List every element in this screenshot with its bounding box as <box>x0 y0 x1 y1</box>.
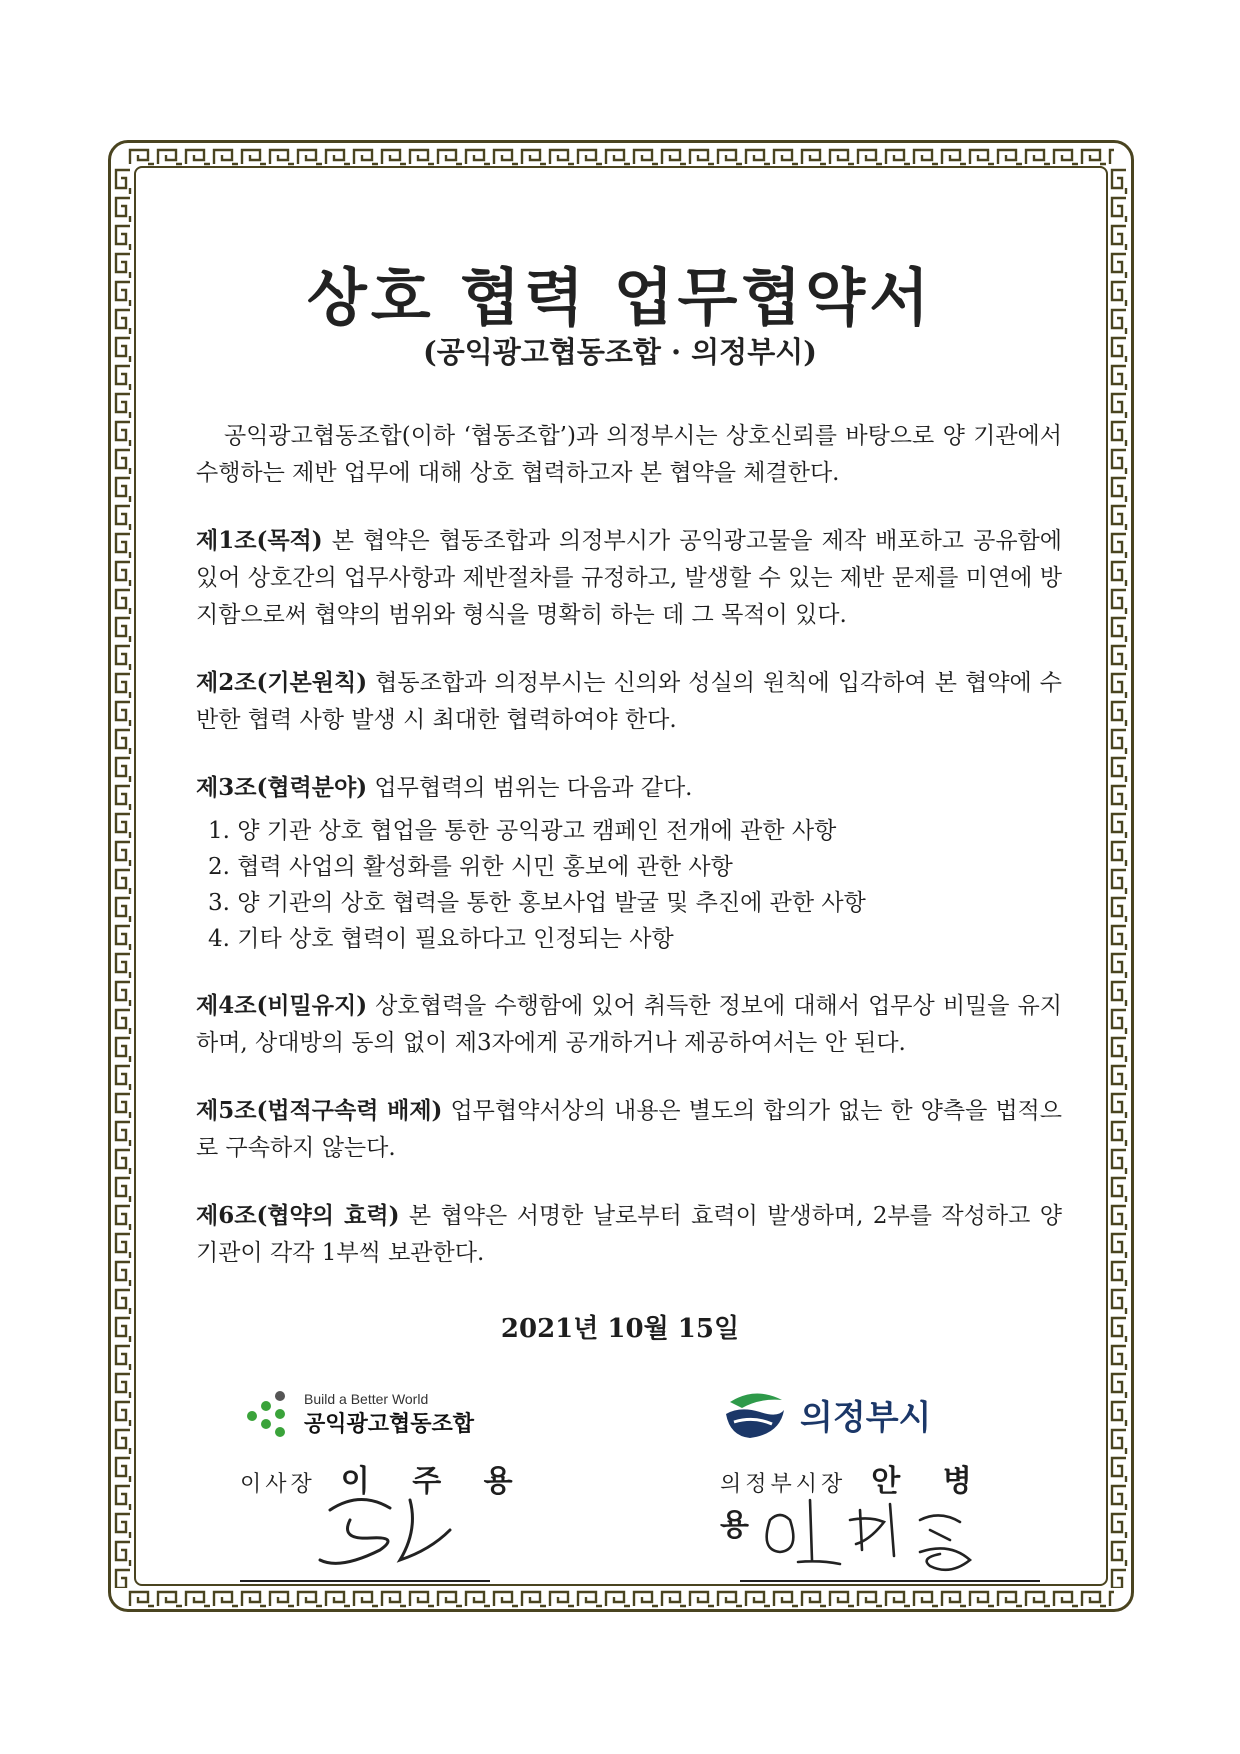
bottom-meander-band <box>128 1588 1114 1610</box>
document-subtitle: (공익광고협동조합 · 의정부시) <box>423 335 817 369</box>
article-label: 제1조(목적) <box>196 527 323 554</box>
signatory-title: 이사장 <box>240 1472 316 1497</box>
signature-line <box>740 1580 1040 1582</box>
cooperative-logo <box>240 1384 570 1444</box>
article-text: 본 협약은 협동조합과 의정부시가 공익광고물을 제작 배포하고 공유함에 있어 상호간의 업무사항과 제반절차를 규정하고, 발생할 수 있는 제반 문제를 미연에 방지함으로써 협약의 범위와 형식을 명확히 하는 데 그 목적이 있다. <box>196 528 1062 628</box>
article-2 <box>196 664 1062 739</box>
cooperation-items-list <box>196 813 1062 957</box>
article-4 <box>196 987 1062 1062</box>
signatory-name: 안 병 용 <box>720 1464 988 1543</box>
top-meander-band <box>128 146 1114 168</box>
handwritten-signature <box>300 1480 500 1580</box>
signatory-name: 이 주 용 <box>340 1464 529 1499</box>
left-meander-band <box>112 168 134 1588</box>
article-text: 상호협력을 수행함에 있어 취득한 정보에 대해서 업무상 비밀을 유지하며, 상대방의 동의 없이 제3자에게 공개하거나 제공하여서는 안 된다. <box>196 993 1062 1056</box>
signatory-right <box>720 1384 1050 1544</box>
city-logo <box>720 1384 1050 1444</box>
article-label: 제6조(협약의 효력) <box>196 1202 400 1229</box>
document-title: 상호 협력 업무협약서 <box>306 261 934 334</box>
article-label: 제2조(기본원칙) <box>196 669 368 696</box>
article-text: 업무협약서상의 내용은 별도의 합의가 없는 한 양측을 법적으로 구속하지 않는다. <box>196 1098 1062 1161</box>
article-label: 제3조(협력분야) <box>196 774 368 801</box>
logo-tagline: Build a Better World <box>304 1390 429 1407</box>
intro-paragraph: 공익광고협동조합(이하 ‘협동조합’)과 의정부시는 상호신뢰를 바탕으로 양 기관에서 수행하는 제반 업무에 대해 상호 협력하고자 본 협약을 체결한다. <box>196 423 1062 486</box>
list-item: 1. 양 기관 상호 협업을 통한 공익광고 캠페인 전개에 관한 사항 <box>208 818 837 844</box>
right-meander-band <box>1108 168 1130 1588</box>
handwritten-signature <box>750 1480 1010 1580</box>
article-text: 본 협약은 서명한 날로부터 효력이 발생하며, 2부를 작성하고 양 기관이 각각 1부씩 보관한다. <box>196 1203 1062 1266</box>
list-item: 3. 양 기관의 상호 협력을 통한 홍보사업 발굴 및 추진에 관한 사항 <box>208 890 866 916</box>
signature-line <box>240 1580 490 1582</box>
article-6 <box>196 1197 1062 1272</box>
article-label: 제5조(법적구속력 배제) <box>196 1097 443 1124</box>
article-label: 제4조(비밀유지) <box>196 992 368 1019</box>
article-5 <box>196 1092 1062 1167</box>
logo-org-name: 공익광고협동조합 <box>304 1410 475 1436</box>
article-text: 협동조합과 의정부시는 신의와 성실의 원칙에 입각하여 본 협약에 수반한 협력 사항 발생 시 최대한 협력하여야 한다. <box>196 670 1062 733</box>
agreement-body <box>196 418 1062 1302</box>
city-name-logo: 의정부시 <box>800 1397 932 1438</box>
list-item: 4. 기타 상호 협력이 필요하다고 인정되는 사항 <box>208 926 674 952</box>
dots-logo-icon <box>240 1386 300 1442</box>
article-1 <box>196 522 1062 634</box>
agreement-date: 2021년 10월 15일 <box>500 1314 740 1344</box>
signatory-title: 의정부시장 <box>720 1472 847 1497</box>
signatory-left <box>240 1384 570 1500</box>
article-3 <box>196 769 1062 807</box>
article-text: 업무협력의 범위는 다음과 같다. <box>367 775 693 801</box>
city-emblem-icon <box>720 1384 790 1444</box>
list-item: 2. 협력 사업의 활성화를 위한 시민 홍보에 관한 사항 <box>208 854 733 880</box>
